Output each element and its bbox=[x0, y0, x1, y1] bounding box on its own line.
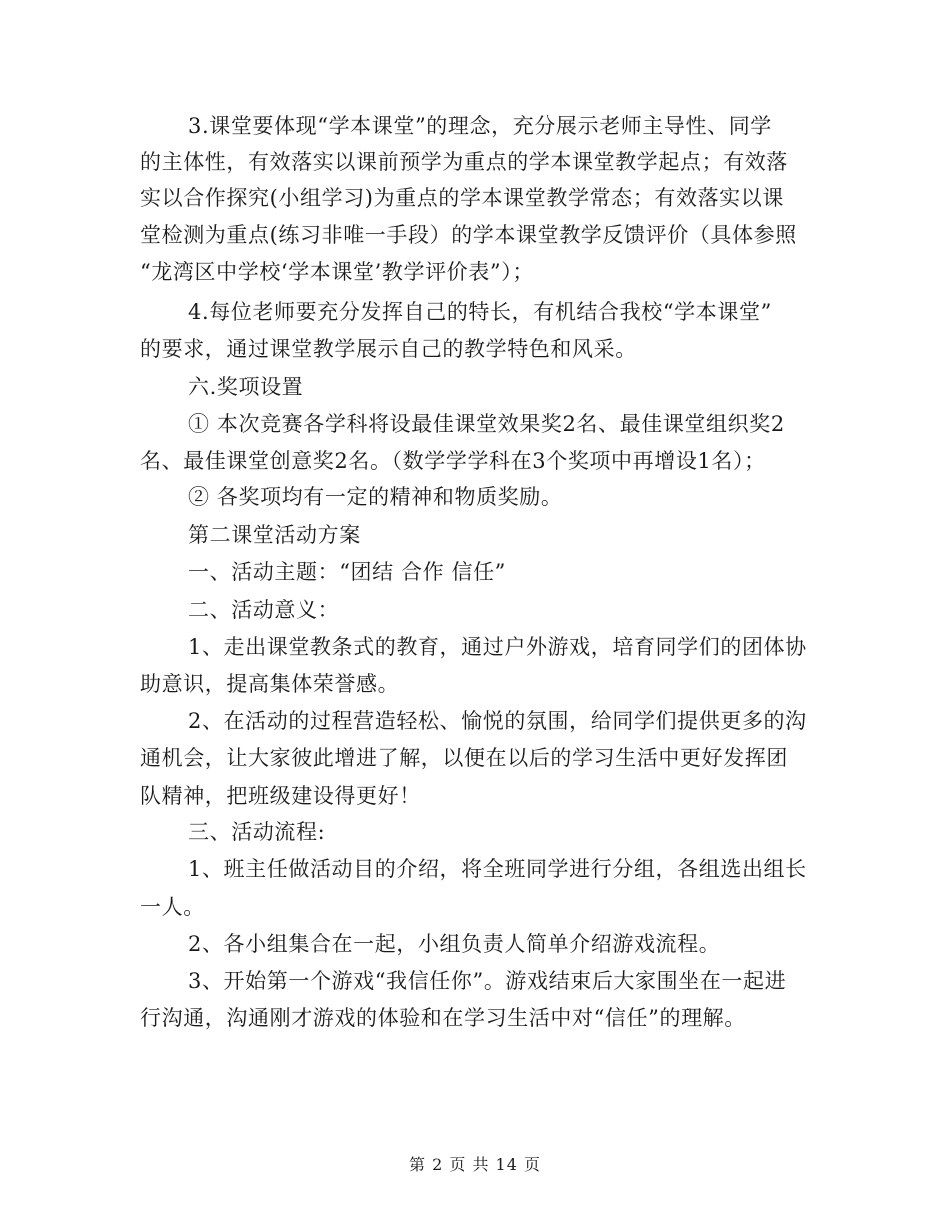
page-number-label: 第 2 页 共 14 页 bbox=[409, 1155, 541, 1174]
section-heading: 二、活动意义： bbox=[188, 598, 340, 622]
paragraph-line: 实以合作探究(小组学习)为重点的学本课堂教学常态；有效落实以课 bbox=[140, 186, 784, 210]
paragraph-line: 助意识，提高集体荣誉感。 bbox=[140, 672, 400, 696]
page-footer bbox=[0, 1154, 950, 1176]
paragraph-line: 3.课堂要体现“学本课堂”的理念，充分展示老师主导性、同学 bbox=[188, 114, 772, 138]
section-heading: 一、活动主题：“团结 合作 信任” bbox=[188, 560, 507, 584]
section-heading: 三、活动流程: bbox=[188, 820, 326, 844]
paragraph-line: 一人。 bbox=[140, 895, 205, 919]
paragraph-line: 名、最佳课堂创意奖2名。（数学学学科在3个奖项中再增设1名）； bbox=[140, 449, 766, 473]
section-heading: 六.奖项设置 bbox=[188, 375, 304, 399]
paragraph-line: 的主体性，有效落实以课前预学为重点的学本课堂教学起点；有效落 bbox=[140, 150, 788, 174]
paragraph-line: 通机会，让大家彼此增进了解，以便在以后的学习生活中更好发挥团 bbox=[140, 746, 788, 770]
section-heading: 第二课堂活动方案 bbox=[188, 523, 361, 547]
paragraph-line: 4.每位老师要充分发挥自己的特长，有机结合我校“学本课堂” bbox=[188, 300, 772, 324]
paragraph-line: 1、走出课堂教条式的教育，通过户外游戏，培育同学们的团体协 bbox=[188, 635, 807, 659]
paragraph-line: 1、班主任做活动目的介绍，将全班同学进行分组，各组选出组长 bbox=[188, 857, 807, 881]
paragraph-line: “龙湾区中学校‘学本课堂’教学评价表”）； bbox=[140, 260, 534, 284]
paragraph-line: 队精神，把班级建设得更好！ bbox=[140, 784, 421, 808]
paragraph-line: 2、各小组集合在一起，小组负责人简单介绍游戏流程。 bbox=[188, 932, 721, 956]
paragraph-line: ① 本次竞赛各学科将设最佳课堂效果奖2名、最佳课堂组织奖2 bbox=[188, 412, 785, 436]
paragraph-line: 3、开始第一个游戏“我信任你”。游戏结束后大家围坐在一起进 bbox=[188, 969, 787, 993]
paragraph-line: 2、在活动的过程营造轻松、愉悦的氛围，给同学们提供更多的沟 bbox=[188, 709, 807, 733]
paragraph-line: 的要求，通过课堂教学展示自己的教学特色和风采。 bbox=[140, 337, 637, 361]
paragraph-line: 行沟通，沟通刚才游戏的体验和在学习生活中对“信任”的理解。 bbox=[140, 1006, 746, 1030]
paragraph-line: ② 各奖项均有一定的精神和物质奖励。 bbox=[188, 485, 563, 509]
paragraph-line: 堂检测为重点(练习非唯一手段）的学本课堂教学反馈评价（具体参照 bbox=[140, 223, 797, 247]
